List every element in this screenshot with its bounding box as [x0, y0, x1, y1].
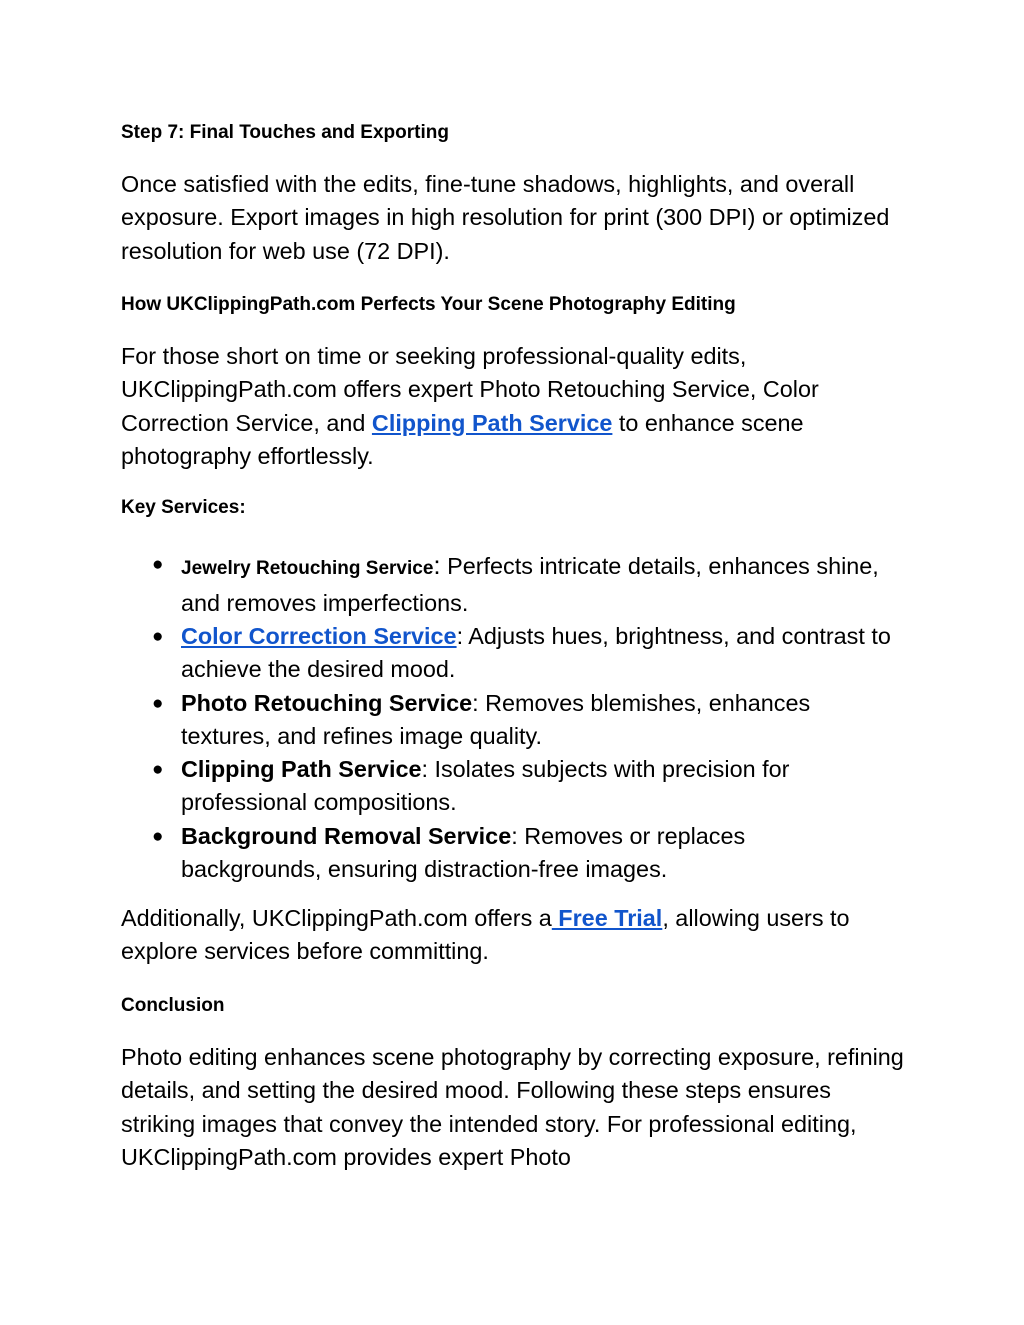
bullet-icon: ●: [152, 825, 164, 847]
service-name: Photo Retouching Service: [181, 689, 473, 716]
step7-heading: Step 7: Final Touches and Exporting: [121, 122, 449, 143]
service-separator: :: [456, 623, 464, 649]
additional-text-after: , allowing users to explore services before committing.: [121, 905, 850, 965]
list-item: [152, 687, 892, 754]
step7-paragraph: Once satisfied with the edits, fine-tune shadows, highlights, and overall exposure. Export images in high resolution for print (300 DPI) or optimized resolution for web use (72 DPI).: [121, 171, 890, 264]
service-description: Removes or replaces backgrounds, ensuring distraction-free images.: [181, 822, 746, 883]
service-description: Isolates subjects with precision for professional compositions.: [181, 756, 790, 816]
how-text-before: For those short on time or seeking professional-quality edits, UKClippingPath.com offers expert Photo Retouching Service, Color Correction Service, and: [121, 343, 819, 436]
key-services-list: [152, 548, 892, 886]
key-services-heading: Key Services:: [121, 497, 246, 518]
conclusion-paragraph: Photo editing enhances scene photography by correcting exposure, refining details, and setting the desired mood. Following these steps ensures striking images that convey the intended story. For professional editing, UKClippingPath.com provides expert Photo: [121, 1044, 904, 1170]
bullet-icon: ●: [152, 626, 164, 647]
bullet-icon: ●: [152, 692, 164, 714]
service-name: Background Removal Service: [181, 822, 512, 849]
service-separator: :: [433, 550, 441, 580]
free-trial-link[interactable]: Free Trial: [551, 905, 663, 931]
additional-paragraph: [121, 902, 911, 969]
service-separator: :: [421, 756, 428, 783]
service-description: Adjusts hues, brightness, and contrast to achieve the desired mood.: [181, 623, 891, 683]
service-name: Jewelry Retouching Service: [181, 558, 434, 579]
service-name: Clipping Path Service: [181, 756, 422, 783]
how-heading: How UKClippingPath.com Perfects Your Scene Photography Editing: [121, 294, 736, 315]
service-description: Perfects intricate details, enhances shine, and removes imperfections.: [181, 553, 879, 616]
list-item: [152, 620, 892, 687]
list-item: [152, 753, 892, 820]
service-separator: :: [472, 689, 479, 716]
color-correction-service-link[interactable]: Color Correction Service: [181, 623, 457, 649]
how-text-after: to enhance scene photography effortlessly.: [121, 409, 804, 469]
conclusion-heading: Conclusion: [121, 995, 225, 1016]
service-description: Removes blemishes, enhances textures, and refines image quality.: [181, 689, 811, 749]
list-item: [152, 548, 892, 620]
list-item: [152, 820, 892, 887]
service-separator: :: [511, 822, 518, 849]
bullet-icon: ●: [152, 759, 164, 781]
additional-text-before: Additionally, UKClippingPath.com offers a: [121, 905, 552, 931]
clipping-path-service-link[interactable]: Clipping Path Service: [371, 409, 613, 436]
how-paragraph: [121, 340, 911, 473]
bullet-icon: ●: [152, 554, 164, 575]
